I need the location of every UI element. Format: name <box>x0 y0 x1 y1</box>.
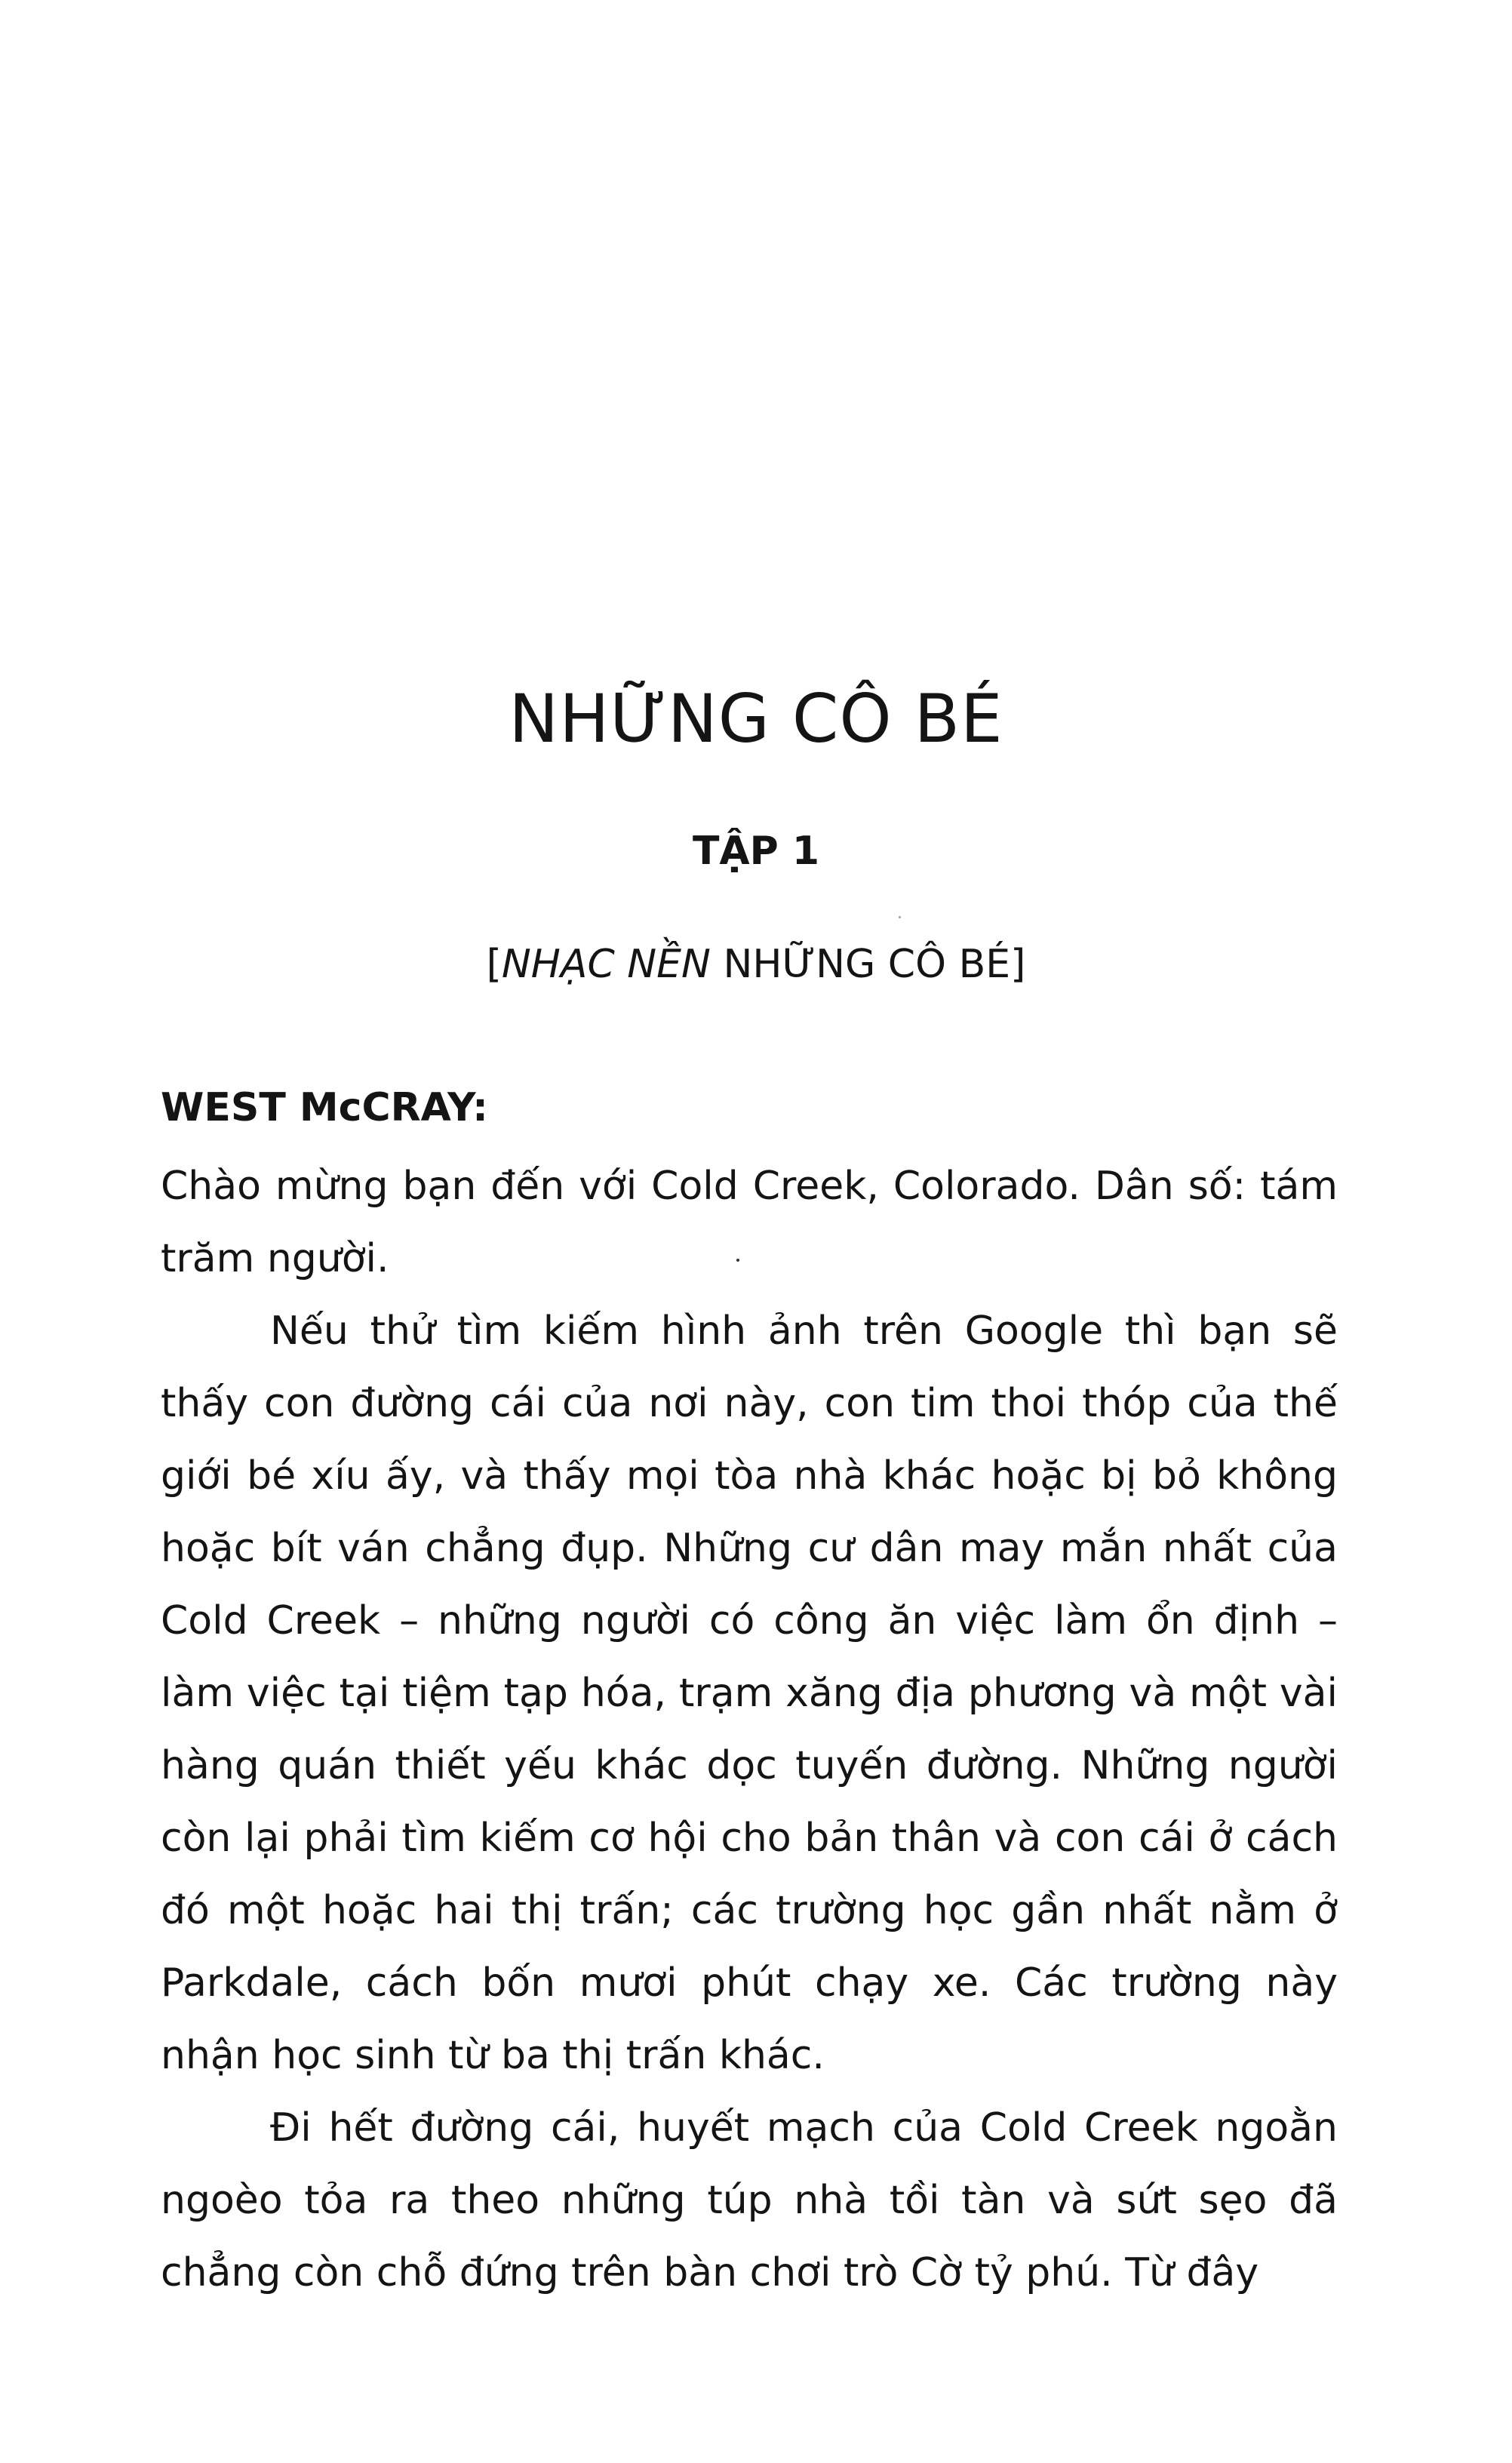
paragraph-1: Chào mừng bạn đến với Cold Creek, Colorado. Dân số: tám trăm người. <box>161 1164 1338 1281</box>
episode-heading: TẬP 1 <box>692 829 820 874</box>
print-speck <box>736 1259 739 1262</box>
body-text <box>161 1150 1338 2309</box>
print-speck <box>899 916 901 918</box>
paragraph-2: Nếu thử tìm kiếm hình ảnh trên Google thì bạn sẽ thấy con đường cái của nơi này, con tim thoi thóp của thế giới bé xíu ấy, và thấy mọi tòa nhà khác hoặc bị bỏ không hoặc bít ván chẳng đụp. Những cư dân may mắn nhất của Cold Creek – những người có công ăn việc làm ổn định – làm việc tại tiệm tạp hóa, trạm xăng địa phương và một vài hàng quán thiết yếu khác dọc tuyến đường. Những người còn lại phải tìm kiếm cơ hội cho bản thân và con cái ở cách đó một hoặc hai thị trấn; các trường học gần nhất nằm ở Parkdale, cách bốn mươi phút chạy xe. Các trường này nhận học sinh từ ba thị trấn khác. <box>161 1308 1338 2078</box>
speaker-label: WEST McCRAY: <box>161 1085 488 1130</box>
music-cue-italic-text: NHẠC NỀN <box>501 942 711 987</box>
paragraph-3: Đi hết đường cái, huyết mạch của Cold Creek ngoằn ngoèo tỏa ra theo những túp nhà tồi tàn và sứt sẹo đã chẳng còn chỗ đứng trên bàn chơi trò Cờ tỷ phú. Từ đây <box>161 2105 1338 2295</box>
music-cue-open-bracket: [ <box>486 942 502 987</box>
chapter-title: NHỮNG CÔ BÉ <box>509 680 1003 758</box>
music-cue-regular-text: NHỮNG CÔ BÉ <box>710 942 1011 987</box>
music-cue <box>0 943 1512 986</box>
music-cue-close-bracket: ] <box>1010 942 1026 987</box>
